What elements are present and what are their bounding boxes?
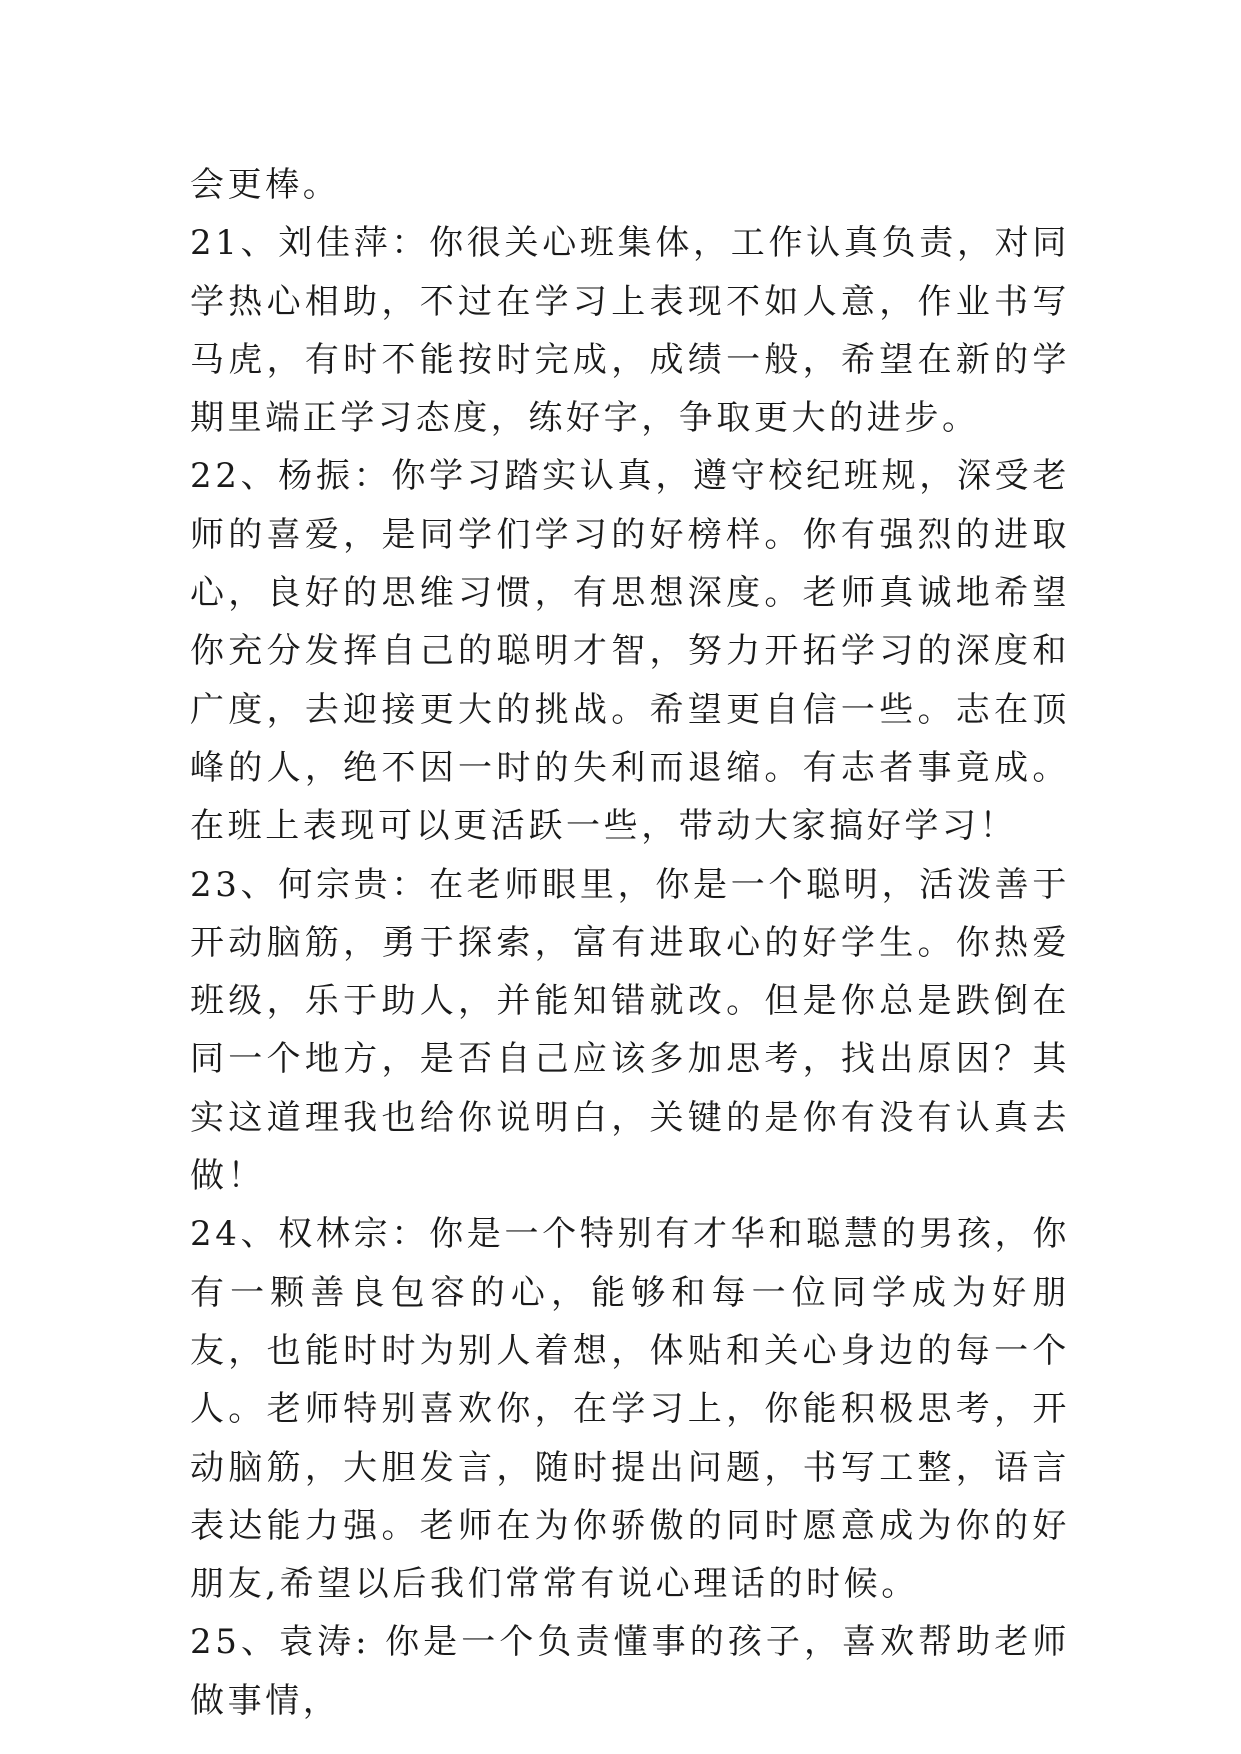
document-body: [190, 156, 1070, 1730]
paragraph-comment-25: 25、袁涛: 你是一个负责懂事的孩子，喜欢帮助老师做事情，: [190, 1622, 1070, 1721]
paragraph-comment-24: 24、权林宗：你是一个特别有才华和聪慧的男孩，你有一颗善良包容的心，能够和每一位同学成为好朋友，也能时时为别人着想，体贴和关心身边的每一个人。老师特别喜欢你，在学习上，你能积极思考，开动脑筋，大胆发言，随时提出问题，书写工整，语言表达能力强。老师在为你骄傲的同时愿意成为你的好朋友,希望以后我们常常有说心理话的时候。: [190, 1214, 1070, 1605]
paragraph-comment-22: 22、杨振：你学习踏实认真，遵守校纪班规，深受老师的喜爱，是同学们学习的好榜样。你有强烈的进取心，良好的思维习惯，有思想深度。老师真诚地希望你充分发挥自己的聪明才智，努力开拓学习的深度和广度，去迎接更大的挑战。希望更自信一些。志在顶峰的人，绝不因一时的失利而退缩。有志者事竟成。在班上表现可以更活跃一些，带动大家搞好学习！: [190, 456, 1070, 847]
paragraph-continuation: 会更棒。: [190, 165, 341, 205]
paragraph-comment-23: 23、何宗贵：在老师眼里，你是一个聪明，活泼善于开动脑筋，勇于探索，富有进取心的好学生。你热爱班级，乐于助人，并能知错就改。但是你总是跌倒在同一个地方，是否自己应该多加思考，找出原因？其实这道理我也给你说明白，关键的是你有没有认真去做！: [190, 864, 1070, 1197]
paragraph-comment-21: 21、刘佳萍：你很关心班集体，工作认真负责，对同学热心相助，不过在学习上表现不如人意，作业书写马虎，有时不能按时完成，成绩一般，希望在新的学期里端正学习态度，练好字，争取更大的进步。: [190, 223, 1070, 439]
